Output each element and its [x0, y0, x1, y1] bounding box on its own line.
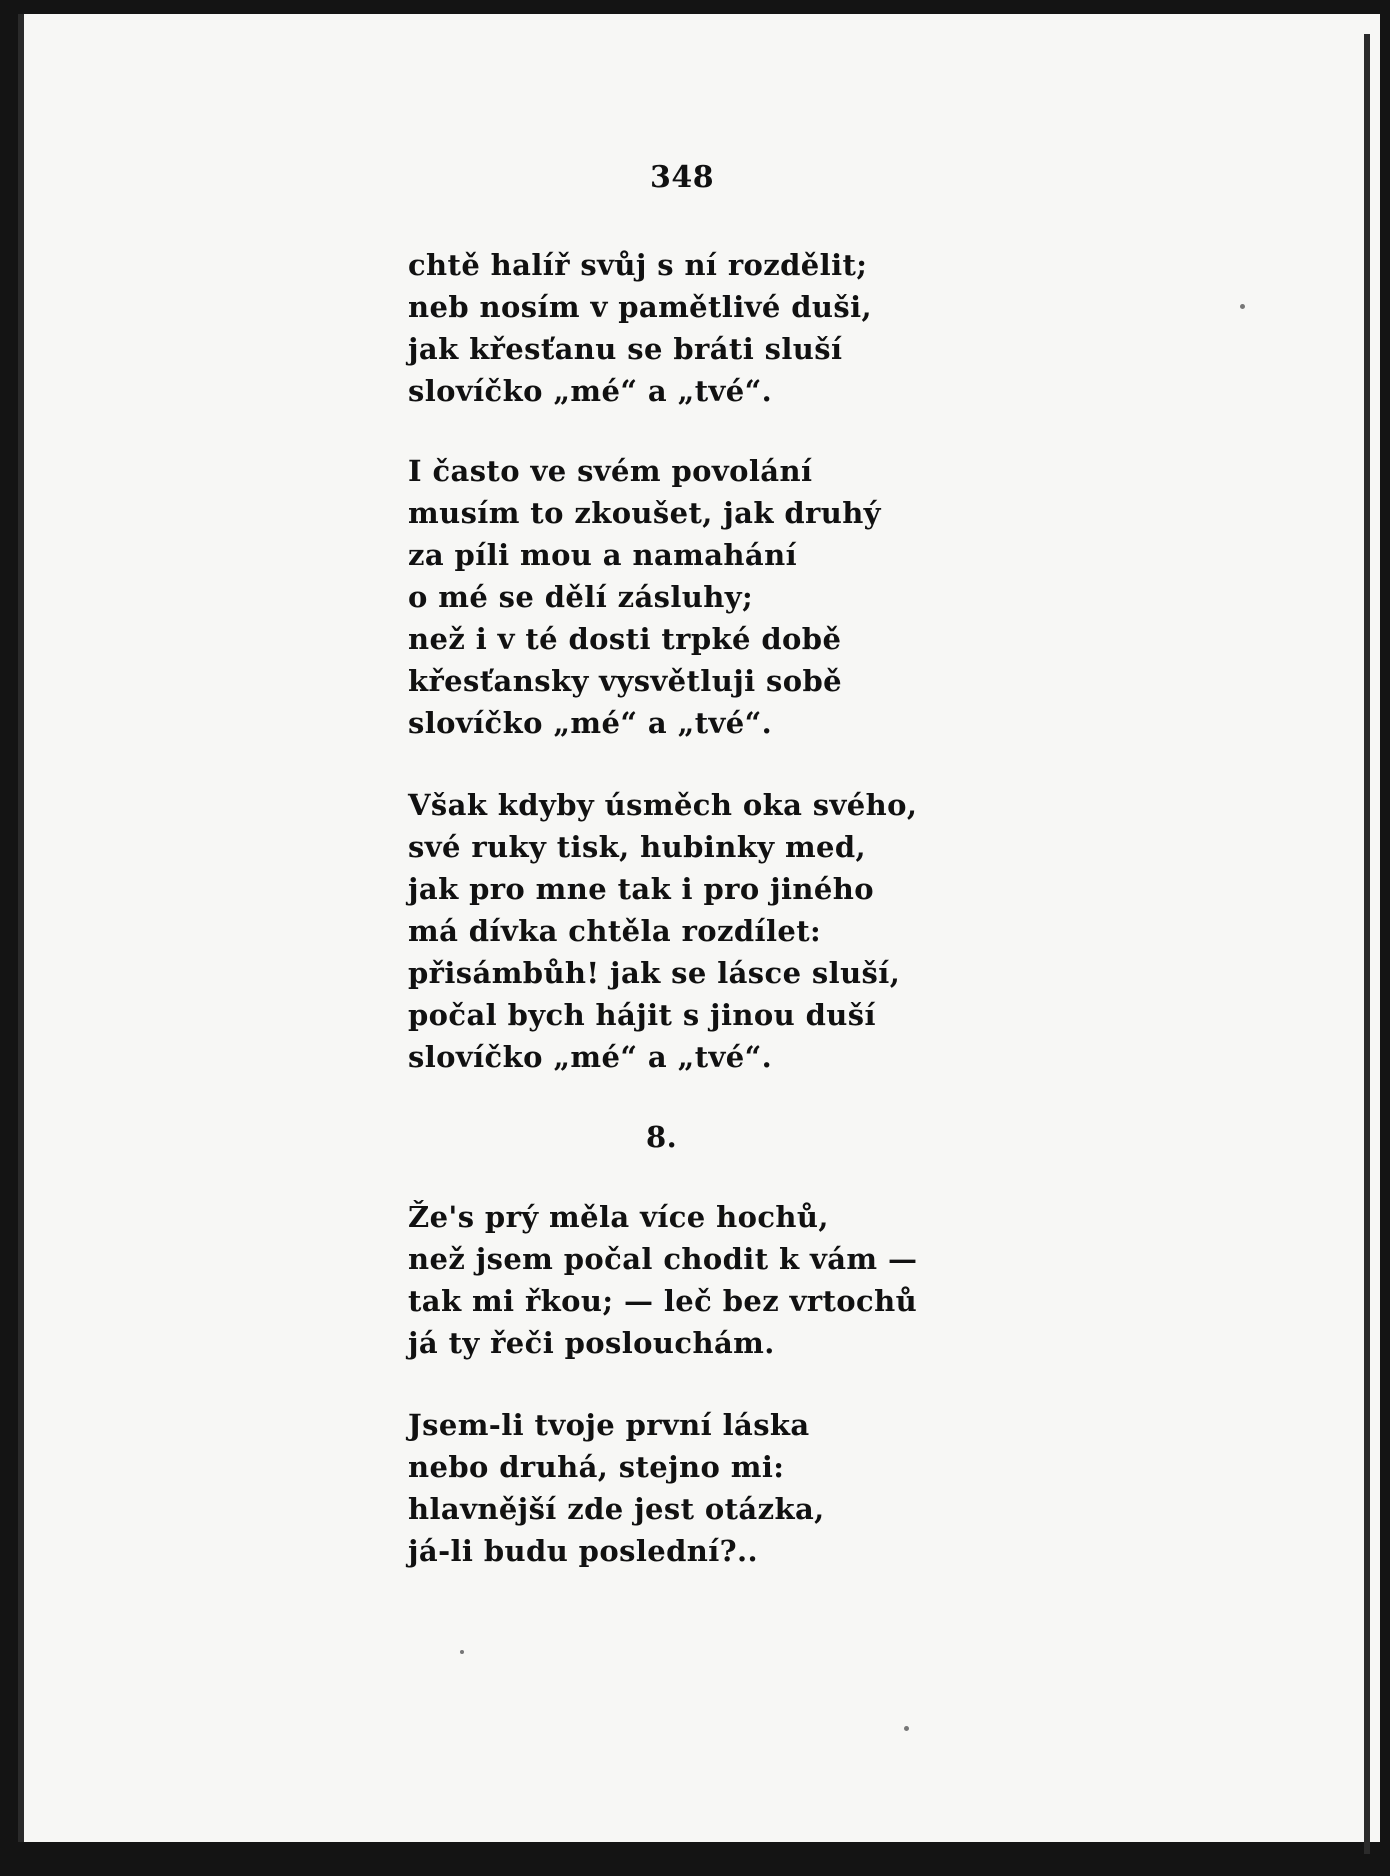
page-edge: [1364, 34, 1370, 1854]
verse-line: tak mi řkou; — leč bez vrtochů: [408, 1284, 918, 1318]
stanza-1: [408, 244, 872, 412]
verse-line: slovíčko „mé“ a „tvé“.: [408, 374, 773, 408]
section-number: 8.: [646, 1120, 678, 1154]
verse-line: křesťansky vysvětluji sobě: [408, 664, 843, 698]
verse-line: hlavnější zde jest otázka,: [408, 1492, 825, 1526]
stanza-5: [408, 1404, 825, 1572]
verse-line: slovíčko „mé“ a „tvé“.: [408, 1040, 773, 1074]
verse-line: než i v té dosti trpké době: [408, 622, 842, 656]
paper-speck: [1240, 304, 1245, 309]
stanza-3: [408, 784, 917, 1078]
verse-line: o mé se dělí zásluhy;: [408, 580, 754, 614]
verse-line: má dívka chtěla rozdílet:: [408, 914, 822, 948]
verse-line: jak křesťanu se bráti sluší: [408, 332, 843, 366]
verse-line: počal bych hájit s jinou duší: [408, 998, 876, 1032]
stanza-2: [408, 450, 881, 744]
page-number: 348: [650, 160, 715, 195]
paper-speck: [460, 1650, 464, 1654]
verse-line: slovíčko „mé“ a „tvé“.: [408, 706, 773, 740]
verse-line: neb nosím v pamětlivé duši,: [408, 290, 873, 324]
verse-line: nebo druhá, stejno mi:: [408, 1450, 785, 1484]
verse-line: já-li budu poslední?..: [408, 1534, 759, 1568]
verse-line: jak pro mne tak i pro jiného: [408, 872, 874, 906]
verse-line: já ty řeči poslouchám.: [408, 1326, 775, 1360]
verse-line: Jsem-li tvoje první láska: [408, 1408, 810, 1442]
verse-line: I často ve svém povolání: [408, 454, 813, 488]
verse-line: své ruky tisk, hubinky med,: [408, 830, 867, 864]
verse-line: Že's prý měla více hochů,: [408, 1200, 829, 1234]
verse-line: chtě halíř svůj s ní rozdělit;: [408, 248, 868, 282]
paper-speck: [904, 1726, 909, 1731]
verse-line: než jsem počal chodit k vám —: [408, 1242, 918, 1276]
verse-line: za píli mou a namahání: [408, 538, 798, 572]
verse-line: Však kdyby úsměch oka svého,: [408, 788, 918, 822]
verse-line: přisámbůh! jak se lásce sluší,: [408, 956, 901, 990]
verse-line: musím to zkoušet, jak druhý: [408, 496, 881, 530]
stanza-4: [408, 1196, 917, 1364]
